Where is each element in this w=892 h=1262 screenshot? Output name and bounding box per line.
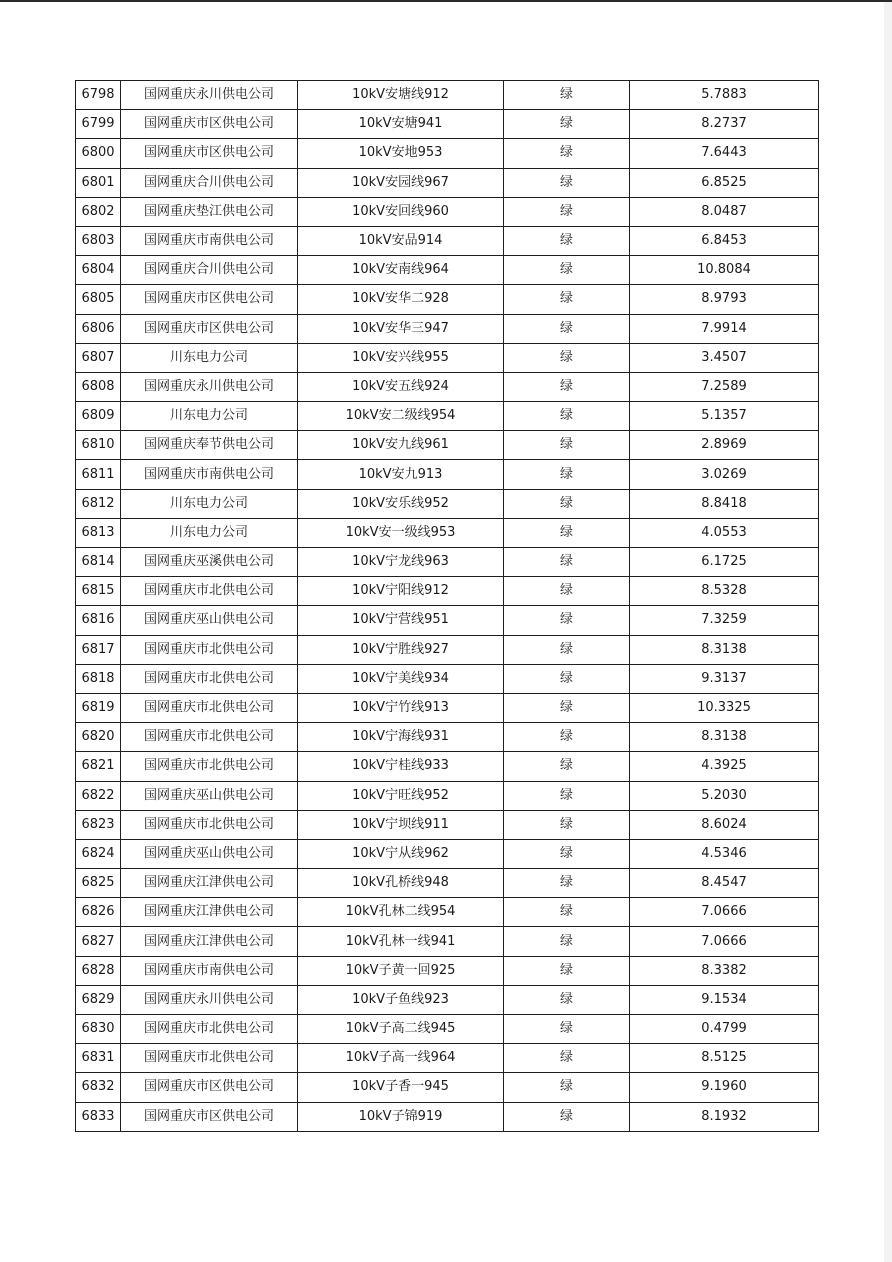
table-row bbox=[76, 693, 819, 722]
cell-value: 9.3137 bbox=[630, 664, 819, 693]
cell-seq: 6821 bbox=[76, 752, 121, 781]
cell-seq: 6825 bbox=[76, 869, 121, 898]
cell-line-name: 10kV孔林一线941 bbox=[298, 927, 504, 956]
cell-value: 5.2030 bbox=[630, 781, 819, 810]
cell-color-level: 绿 bbox=[504, 1102, 630, 1131]
cell-company: 国网重庆市区供电公司 bbox=[121, 139, 298, 168]
cell-line-name: 10kV安兴线955 bbox=[298, 343, 504, 372]
cell-company: 国网重庆垫江供电公司 bbox=[121, 197, 298, 226]
cell-seq: 6806 bbox=[76, 314, 121, 343]
cell-line-name: 10kV安华三947 bbox=[298, 314, 504, 343]
cell-seq: 6830 bbox=[76, 1015, 121, 1044]
cell-line-name: 10kV安品914 bbox=[298, 226, 504, 255]
cell-value: 7.6443 bbox=[630, 139, 819, 168]
cell-seq: 6802 bbox=[76, 197, 121, 226]
cell-seq: 6810 bbox=[76, 431, 121, 460]
cell-value: 9.1534 bbox=[630, 985, 819, 1014]
cell-value: 8.1932 bbox=[630, 1102, 819, 1131]
cell-seq: 6832 bbox=[76, 1073, 121, 1102]
cell-color-level: 绿 bbox=[504, 197, 630, 226]
cell-company: 国网重庆市北供电公司 bbox=[121, 1015, 298, 1044]
cell-company: 国网重庆市区供电公司 bbox=[121, 1073, 298, 1102]
cell-color-level: 绿 bbox=[504, 723, 630, 752]
table-row bbox=[76, 781, 819, 810]
table-row bbox=[76, 810, 819, 839]
cell-company: 国网重庆江津供电公司 bbox=[121, 898, 298, 927]
cell-line-name: 10kV宁美线934 bbox=[298, 664, 504, 693]
cell-company: 国网重庆市南供电公司 bbox=[121, 956, 298, 985]
cell-value: 0.4799 bbox=[630, 1015, 819, 1044]
cell-line-name: 10kV安一级线953 bbox=[298, 518, 504, 547]
cell-color-level: 绿 bbox=[504, 518, 630, 547]
cell-value: 10.3325 bbox=[630, 693, 819, 722]
cell-line-name: 10kV安华二928 bbox=[298, 285, 504, 314]
cell-line-name: 10kV子高一线964 bbox=[298, 1044, 504, 1073]
cell-seq: 6804 bbox=[76, 256, 121, 285]
cell-color-level: 绿 bbox=[504, 81, 630, 110]
table-row bbox=[76, 664, 819, 693]
cell-value: 8.4547 bbox=[630, 869, 819, 898]
cell-line-name: 10kV安五线924 bbox=[298, 372, 504, 401]
cell-color-level: 绿 bbox=[504, 285, 630, 314]
cell-line-name: 10kV子黄一回925 bbox=[298, 956, 504, 985]
cell-seq: 6820 bbox=[76, 723, 121, 752]
cell-seq: 6826 bbox=[76, 898, 121, 927]
table-row bbox=[76, 226, 819, 255]
table-row bbox=[76, 314, 819, 343]
cell-seq: 6805 bbox=[76, 285, 121, 314]
cell-company: 国网重庆市区供电公司 bbox=[121, 285, 298, 314]
cell-value: 3.4507 bbox=[630, 343, 819, 372]
cell-color-level: 绿 bbox=[504, 869, 630, 898]
cell-company: 国网重庆市南供电公司 bbox=[121, 460, 298, 489]
table-row bbox=[76, 460, 819, 489]
cell-color-level: 绿 bbox=[504, 956, 630, 985]
cell-company: 国网重庆合川供电公司 bbox=[121, 168, 298, 197]
cell-company: 国网重庆市区供电公司 bbox=[121, 314, 298, 343]
cell-line-name: 10kV宁旺线952 bbox=[298, 781, 504, 810]
cell-value: 5.1357 bbox=[630, 402, 819, 431]
cell-value: 9.1960 bbox=[630, 1073, 819, 1102]
cell-color-level: 绿 bbox=[504, 372, 630, 401]
cell-seq: 6807 bbox=[76, 343, 121, 372]
cell-value: 8.3138 bbox=[630, 635, 819, 664]
cell-company: 国网重庆市北供电公司 bbox=[121, 752, 298, 781]
table-row bbox=[76, 168, 819, 197]
cell-company: 国网重庆市区供电公司 bbox=[121, 1102, 298, 1131]
cell-color-level: 绿 bbox=[504, 635, 630, 664]
cell-value: 7.9914 bbox=[630, 314, 819, 343]
cell-color-level: 绿 bbox=[504, 898, 630, 927]
cell-value: 8.9793 bbox=[630, 285, 819, 314]
cell-color-level: 绿 bbox=[504, 139, 630, 168]
cell-line-name: 10kV宁阳线912 bbox=[298, 577, 504, 606]
table-row bbox=[76, 606, 819, 635]
cell-color-level: 绿 bbox=[504, 314, 630, 343]
cell-seq: 6808 bbox=[76, 372, 121, 401]
cell-seq: 6828 bbox=[76, 956, 121, 985]
cell-company: 国网重庆江津供电公司 bbox=[121, 869, 298, 898]
cell-seq: 6816 bbox=[76, 606, 121, 635]
table-body bbox=[76, 81, 819, 1132]
cell-value: 8.3382 bbox=[630, 956, 819, 985]
cell-color-level: 绿 bbox=[504, 693, 630, 722]
cell-color-level: 绿 bbox=[504, 1073, 630, 1102]
cell-value: 8.8418 bbox=[630, 489, 819, 518]
cell-color-level: 绿 bbox=[504, 431, 630, 460]
table-row bbox=[76, 489, 819, 518]
cell-company: 国网重庆市北供电公司 bbox=[121, 810, 298, 839]
table-row bbox=[76, 81, 819, 110]
cell-value: 4.5346 bbox=[630, 839, 819, 868]
cell-value: 7.2589 bbox=[630, 372, 819, 401]
cell-value: 8.0487 bbox=[630, 197, 819, 226]
cell-company: 国网重庆市南供电公司 bbox=[121, 226, 298, 255]
table-row bbox=[76, 1102, 819, 1131]
cell-company: 川东电力公司 bbox=[121, 518, 298, 547]
cell-line-name: 10kV宁坝线911 bbox=[298, 810, 504, 839]
cell-line-name: 10kV安地953 bbox=[298, 139, 504, 168]
cell-value: 7.3259 bbox=[630, 606, 819, 635]
cell-company: 国网重庆市北供电公司 bbox=[121, 577, 298, 606]
cell-value: 7.0666 bbox=[630, 927, 819, 956]
cell-company: 川东电力公司 bbox=[121, 343, 298, 372]
table-row bbox=[76, 110, 819, 139]
cell-color-level: 绿 bbox=[504, 548, 630, 577]
table-row bbox=[76, 1073, 819, 1102]
cell-company: 国网重庆市北供电公司 bbox=[121, 693, 298, 722]
cell-seq: 6818 bbox=[76, 664, 121, 693]
cell-color-level: 绿 bbox=[504, 1015, 630, 1044]
cell-company: 国网重庆合川供电公司 bbox=[121, 256, 298, 285]
cell-color-level: 绿 bbox=[504, 110, 630, 139]
table-row bbox=[76, 548, 819, 577]
cell-line-name: 10kV孔林二线954 bbox=[298, 898, 504, 927]
cell-seq: 6812 bbox=[76, 489, 121, 518]
table-row bbox=[76, 723, 819, 752]
cell-seq: 6819 bbox=[76, 693, 121, 722]
cell-line-name: 10kV宁胜线927 bbox=[298, 635, 504, 664]
cell-seq: 6822 bbox=[76, 781, 121, 810]
cell-company: 国网重庆市北供电公司 bbox=[121, 664, 298, 693]
cell-value: 4.0553 bbox=[630, 518, 819, 547]
cell-color-level: 绿 bbox=[504, 839, 630, 868]
feeder-table bbox=[75, 80, 819, 1132]
table-row bbox=[76, 1015, 819, 1044]
cell-seq: 6800 bbox=[76, 139, 121, 168]
cell-company: 国网重庆永川供电公司 bbox=[121, 81, 298, 110]
cell-color-level: 绿 bbox=[504, 577, 630, 606]
cell-seq: 6798 bbox=[76, 81, 121, 110]
cell-seq: 6824 bbox=[76, 839, 121, 868]
table-row bbox=[76, 577, 819, 606]
cell-seq: 6803 bbox=[76, 226, 121, 255]
cell-line-name: 10kV子香一945 bbox=[298, 1073, 504, 1102]
cell-color-level: 绿 bbox=[504, 781, 630, 810]
cell-seq: 6799 bbox=[76, 110, 121, 139]
table-row bbox=[76, 518, 819, 547]
table-row bbox=[76, 197, 819, 226]
cell-value: 6.1725 bbox=[630, 548, 819, 577]
table-row bbox=[76, 431, 819, 460]
cell-color-level: 绿 bbox=[504, 402, 630, 431]
cell-color-level: 绿 bbox=[504, 226, 630, 255]
cell-line-name: 10kV安九线961 bbox=[298, 431, 504, 460]
table-row bbox=[76, 635, 819, 664]
cell-company: 国网重庆巫山供电公司 bbox=[121, 781, 298, 810]
cell-company: 国网重庆巫山供电公司 bbox=[121, 839, 298, 868]
table-row bbox=[76, 285, 819, 314]
cell-company: 国网重庆市北供电公司 bbox=[121, 723, 298, 752]
cell-value: 4.3925 bbox=[630, 752, 819, 781]
cell-color-level: 绿 bbox=[504, 810, 630, 839]
cell-company: 国网重庆市北供电公司 bbox=[121, 1044, 298, 1073]
cell-value: 10.8084 bbox=[630, 256, 819, 285]
cell-line-name: 10kV宁从线962 bbox=[298, 839, 504, 868]
table-row bbox=[76, 985, 819, 1014]
cell-seq: 6811 bbox=[76, 460, 121, 489]
cell-color-level: 绿 bbox=[504, 606, 630, 635]
cell-seq: 6827 bbox=[76, 927, 121, 956]
cell-company: 国网重庆奉节供电公司 bbox=[121, 431, 298, 460]
table-row bbox=[76, 752, 819, 781]
cell-line-name: 10kV安塘线912 bbox=[298, 81, 504, 110]
cell-company: 国网重庆市北供电公司 bbox=[121, 635, 298, 664]
cell-color-level: 绿 bbox=[504, 256, 630, 285]
cell-value: 6.8453 bbox=[630, 226, 819, 255]
table-row bbox=[76, 256, 819, 285]
page-edge-strip bbox=[884, 2, 892, 1262]
cell-seq: 6814 bbox=[76, 548, 121, 577]
table-row bbox=[76, 927, 819, 956]
cell-line-name: 10kV孔桥线948 bbox=[298, 869, 504, 898]
cell-seq: 6817 bbox=[76, 635, 121, 664]
cell-seq: 6833 bbox=[76, 1102, 121, 1131]
cell-line-name: 10kV安园线967 bbox=[298, 168, 504, 197]
cell-line-name: 10kV宁竹线913 bbox=[298, 693, 504, 722]
page-top-rule bbox=[0, 0, 892, 2]
cell-line-name: 10kV宁龙线963 bbox=[298, 548, 504, 577]
cell-seq: 6815 bbox=[76, 577, 121, 606]
table-row bbox=[76, 1044, 819, 1073]
cell-seq: 6829 bbox=[76, 985, 121, 1014]
cell-line-name: 10kV安塘941 bbox=[298, 110, 504, 139]
cell-value: 8.5125 bbox=[630, 1044, 819, 1073]
cell-line-name: 10kV子锦919 bbox=[298, 1102, 504, 1131]
cell-value: 8.3138 bbox=[630, 723, 819, 752]
table-row bbox=[76, 898, 819, 927]
cell-value: 5.7883 bbox=[630, 81, 819, 110]
cell-value: 8.6024 bbox=[630, 810, 819, 839]
cell-line-name: 10kV宁营线951 bbox=[298, 606, 504, 635]
cell-company: 川东电力公司 bbox=[121, 489, 298, 518]
table-row bbox=[76, 869, 819, 898]
document-page bbox=[75, 80, 819, 1132]
cell-line-name: 10kV子高二线945 bbox=[298, 1015, 504, 1044]
cell-line-name: 10kV宁桂线933 bbox=[298, 752, 504, 781]
cell-line-name: 10kV安乐线952 bbox=[298, 489, 504, 518]
cell-color-level: 绿 bbox=[504, 460, 630, 489]
cell-color-level: 绿 bbox=[504, 489, 630, 518]
cell-value: 3.0269 bbox=[630, 460, 819, 489]
table-row bbox=[76, 402, 819, 431]
cell-value: 2.8969 bbox=[630, 431, 819, 460]
cell-company: 国网重庆江津供电公司 bbox=[121, 927, 298, 956]
cell-line-name: 10kV安回线960 bbox=[298, 197, 504, 226]
cell-company: 国网重庆市区供电公司 bbox=[121, 110, 298, 139]
cell-color-level: 绿 bbox=[504, 752, 630, 781]
cell-color-level: 绿 bbox=[504, 985, 630, 1014]
cell-line-name: 10kV安南线964 bbox=[298, 256, 504, 285]
cell-value: 7.0666 bbox=[630, 898, 819, 927]
cell-color-level: 绿 bbox=[504, 168, 630, 197]
cell-company: 国网重庆永川供电公司 bbox=[121, 985, 298, 1014]
cell-seq: 6809 bbox=[76, 402, 121, 431]
cell-value: 6.8525 bbox=[630, 168, 819, 197]
table-row bbox=[76, 956, 819, 985]
table-row bbox=[76, 372, 819, 401]
table-row bbox=[76, 343, 819, 372]
table-row bbox=[76, 839, 819, 868]
cell-seq: 6813 bbox=[76, 518, 121, 547]
cell-value: 8.2737 bbox=[630, 110, 819, 139]
cell-line-name: 10kV子鱼线923 bbox=[298, 985, 504, 1014]
cell-color-level: 绿 bbox=[504, 664, 630, 693]
cell-color-level: 绿 bbox=[504, 343, 630, 372]
cell-line-name: 10kV安九913 bbox=[298, 460, 504, 489]
cell-color-level: 绿 bbox=[504, 927, 630, 956]
cell-line-name: 10kV安二级线954 bbox=[298, 402, 504, 431]
cell-company: 国网重庆巫山供电公司 bbox=[121, 606, 298, 635]
table-row bbox=[76, 139, 819, 168]
cell-company: 国网重庆永川供电公司 bbox=[121, 372, 298, 401]
cell-color-level: 绿 bbox=[504, 1044, 630, 1073]
cell-line-name: 10kV宁海线931 bbox=[298, 723, 504, 752]
cell-company: 国网重庆巫溪供电公司 bbox=[121, 548, 298, 577]
cell-seq: 6831 bbox=[76, 1044, 121, 1073]
cell-seq: 6801 bbox=[76, 168, 121, 197]
cell-company: 川东电力公司 bbox=[121, 402, 298, 431]
cell-seq: 6823 bbox=[76, 810, 121, 839]
cell-value: 8.5328 bbox=[630, 577, 819, 606]
